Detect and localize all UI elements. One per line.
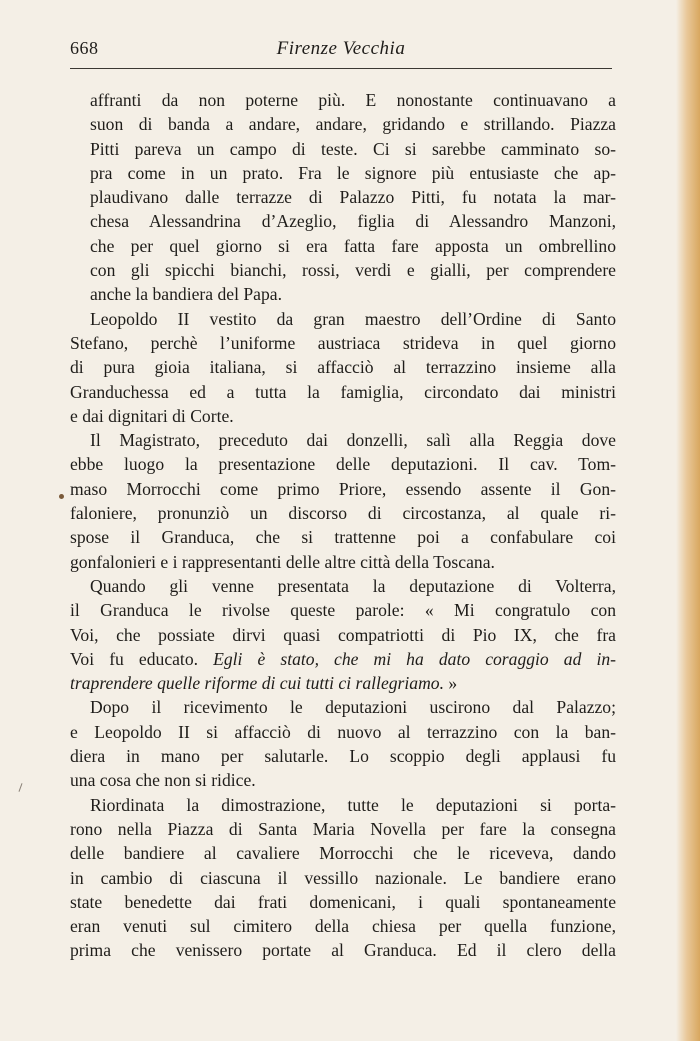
text-line: affranti da non poterne più. E nonostante continuavano a xyxy=(90,90,616,110)
text-line: che per quel giorno si era fatta fare apposta un ombrellino xyxy=(90,235,616,256)
running-header xyxy=(70,38,612,72)
paragraph xyxy=(70,574,616,695)
text-line: gonfalonieri e i rappresentanti delle altre città della Toscana. xyxy=(70,551,495,572)
text-line: chesa Alessandrina d’Azeglio, figlia di Alessandro Manzoni, xyxy=(90,211,616,232)
text-line: faloniere, pronunziò un discorso di circostanza, al quale ri- xyxy=(70,503,616,524)
text-line: e Leopoldo II si affacciò di nuovo al terrazzino con la ban- xyxy=(70,721,616,742)
text-line: state benedette dai frati domenicani, i quali spontaneamente xyxy=(70,891,616,912)
text-line xyxy=(70,647,616,671)
text-run: » xyxy=(443,673,458,694)
quoted-speech: Egli è stato, che mi ha dato coraggio ad in- xyxy=(213,648,616,669)
text-line: diera in mano per salutarle. Lo scoppio degli applausi fu xyxy=(70,746,616,767)
quoted-speech: traprendere quelle riforme di cui tutti ci rallegriamo. xyxy=(70,673,444,694)
text-line: Leopoldo II vestito da gran maestro dell’Ordine di Santo xyxy=(90,308,616,329)
text-line: Pitti pareva un campo di teste. Ci si sarebbe camminato so- xyxy=(90,138,616,159)
text-line xyxy=(70,671,616,695)
text-line: Il Magistrato, preceduto dai donzelli, salì alla Reggia dove xyxy=(90,430,616,451)
paragraph xyxy=(70,793,616,963)
header-rule xyxy=(70,68,612,69)
page-number: 668 xyxy=(70,38,99,58)
text-line: prima che venissero portate al Granduca. Ed il clero della xyxy=(70,940,616,961)
page-edge-shading xyxy=(676,0,700,1041)
margin-mark xyxy=(59,494,64,499)
running-title: Firenze Vecchia xyxy=(276,38,406,59)
text-line: ebbe luogo la presentazione delle deputazioni. Il cav. Tom- xyxy=(70,454,616,475)
text-line: Stefano, perchè l’uniforme austriaca strideva in quel giorno xyxy=(70,332,616,353)
text-line: plaudivano dalle terrazze di Palazzo Pitti, fu notata la mar- xyxy=(90,187,616,208)
text-line: una cosa che non si ridice. xyxy=(70,770,256,791)
text-line: spose il Granduca, che si trattenne poi a confabulare coi xyxy=(70,527,616,548)
text-line: delle bandiere al cavaliere Morrocchi che le riceveva, dando xyxy=(70,843,616,864)
text-line: anche la bandiera del Papa. xyxy=(90,284,282,305)
text-line: e dai dignitari di Corte. xyxy=(70,405,234,426)
paragraph xyxy=(70,88,616,307)
text-line: Quando gli venne presentata la deputazione di Volterra, xyxy=(90,575,616,596)
text-line: Riordinata la dimostrazione, tutte le deputazioni si porta- xyxy=(90,794,616,815)
text-line: maso Morrocchi come primo Priore, essendo assente il Gon- xyxy=(70,478,616,499)
text-line: eran venuti sul cimitero della chiesa per quella funzione, xyxy=(70,916,616,937)
text-line: in cambio di ciascuna il vessillo nazionale. Le bandiere erano xyxy=(70,867,616,888)
body-text xyxy=(70,88,616,963)
text-run: Voi fu educato. xyxy=(70,648,214,669)
paragraph xyxy=(70,695,616,792)
text-line: pra come in un prato. Fra le signore più entusiaste che ap- xyxy=(90,162,616,183)
text-line: Voi, che possiate dirvi quasi compatriotti di Pio IX, che fra xyxy=(70,624,616,645)
paragraph xyxy=(70,428,616,574)
text-line: Dopo il ricevimento le deputazioni uscirono dal Palazzo; xyxy=(90,697,616,718)
text-line: il Granduca le rivolse queste parole: « Mi congratulo con xyxy=(70,600,616,621)
text-line: con gli spicchi bianchi, rossi, verdi e gialli, per comprendere xyxy=(90,260,616,281)
paragraph xyxy=(70,307,616,428)
text-line: rono nella Piazza di Santa Maria Novella per fare la consegna xyxy=(70,818,616,839)
text-line: suon di banda a andare, andare, gridando e strillando. Piazza xyxy=(90,114,616,135)
margin-mark xyxy=(18,783,22,792)
text-line: Granduchessa ed a tutta la famiglia, circondato dai ministri xyxy=(70,381,616,402)
text-line: di pura gioia italiana, si affacciò al terrazzino insieme alla xyxy=(70,357,616,378)
